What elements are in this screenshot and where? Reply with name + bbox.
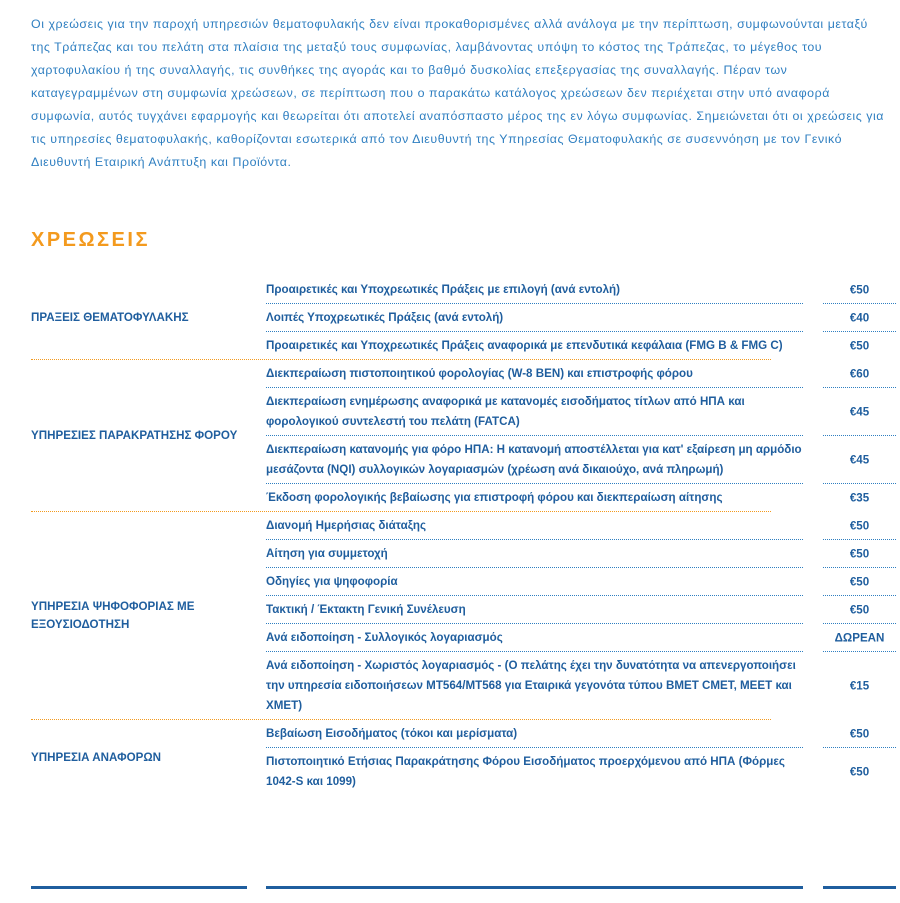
fee-row (0, 720, 900, 748)
fee-description: Ανά ειδοποίηση - Συλλογικός λογαριασμός (266, 624, 803, 652)
fees-table (0, 276, 900, 795)
fee-description: Οδηγίες για ψηφοφορία (266, 568, 803, 596)
fee-row (0, 436, 900, 484)
fee-row (0, 596, 900, 624)
fee-price: €15 (849, 679, 870, 692)
fee-section (0, 720, 900, 795)
fee-section (0, 512, 900, 719)
fee-description: Έκδοση φορολογικής βεβαίωσης για επιστροφή φόρου και διεκπεραίωση αίτησης (266, 491, 723, 504)
section-label: ΠΡΑΞΕΙΣ ΘΕΜΑΤΟΦΥΛΑΚΗΣ (31, 310, 189, 324)
fee-row (0, 540, 900, 568)
fee-price: ΔΩΡΕΑΝ (834, 631, 885, 645)
fee-description: Πιστοποιητικό Ετήσιας Παρακράτησης Φόρου Εισοδήματος προερχόμενου από ΗΠΑ (Φόρμες 1042-S και 1099) (266, 755, 785, 788)
fee-price: €50 (849, 519, 870, 533)
fee-price: €60 (849, 367, 870, 381)
fee-description: Διεκπεραίωση κατανομής για φόρο ΗΠΑ: Η κατανομή αποστέλλεται για κατ' εξαίρεση μη αρμόδιο μεσάζοντα (NQI) συλλογικών λογαριασμών (χρέωση ανά δικαιούχο, ανά πληρωμή) (266, 436, 803, 484)
fee-description: Τακτική / Έκτακτη Γενική Συνέλευση (266, 596, 803, 624)
bottom-bar-label (31, 886, 247, 889)
fee-description: Αίτηση για συμμετοχή (266, 540, 803, 568)
fee-price: €50 (849, 547, 870, 561)
fee-row (0, 332, 900, 359)
fee-price: €50 (849, 765, 870, 778)
fee-description: Διανομή Ημερήσιας διάταξης (266, 512, 803, 540)
bottom-bar-price (823, 886, 896, 889)
fee-description: Προαιρετικές και Υποχρεωτικές Πράξεις αναφορικά με επενδυτικά κεφάλαια (FMG B & FMG C) (266, 339, 783, 352)
fee-description: Διεκπεραίωση πιστοποιητικού φορολογίας (W-8 BEN) και επιστροφής φόρου (266, 360, 803, 388)
fee-row (0, 624, 900, 652)
fee-section (0, 360, 900, 511)
fee-price: €50 (849, 575, 870, 589)
fee-row (0, 276, 900, 304)
fee-price: €45 (849, 405, 870, 419)
fee-row (0, 512, 900, 540)
fee-row (0, 652, 900, 719)
bottom-bar-desc (266, 886, 803, 889)
bottom-rule (0, 886, 900, 889)
fee-price: €35 (849, 491, 870, 504)
fee-row (0, 360, 900, 388)
section-label: ΥΠΗΡΕΣΙΑ ΑΝΑΦΟΡΩΝ (31, 750, 162, 764)
fee-description: Ανά ειδοποίηση - Χωριστός λογαριασμός - (Ο πελάτης έχει την δυνατότητα να απενεργοποιήσει την υπηρεσία ειδοποιήσεων MT564/MT568 για Εταιρικά γεγονότα τύπου BMET CMET, MEET και XMET) (266, 659, 796, 712)
fee-section (0, 276, 900, 359)
fee-description: Προαιρετικές και Υποχρεωτικές Πράξεις με επιλογή (ανά εντολή) (266, 276, 803, 304)
fee-row (0, 388, 900, 436)
fee-row (0, 304, 900, 332)
fee-description: Διεκπεραίωση ενημέρωσης αναφορικά με κατανομές εισοδήματος τίτλων από ΗΠΑ και φορολογικού συντελεστή του πελάτη (FATCA) (266, 388, 803, 436)
charges-heading: ΧΡΕΩΣΕΙΣ (31, 229, 150, 251)
section-label: ΥΠΗΡΕΣΙΕΣ ΠΑΡΑΚΡΑΤΗΣΗΣ ΦΟΡΟΥ (31, 428, 238, 442)
fee-price: €50 (849, 727, 870, 741)
fee-row (0, 568, 900, 596)
fee-price: €50 (849, 339, 870, 352)
fee-price: €50 (849, 283, 870, 297)
fee-price: €40 (849, 311, 870, 325)
fee-row (0, 748, 900, 795)
fee-description: Λοιπές Υποχρεωτικές Πράξεις (ανά εντολή) (266, 304, 803, 332)
fee-row (0, 484, 900, 511)
section-label: ΥΠΗΡΕΣΙΑ ΨΗΦΟΦΟΡΙΑΣ ΜΕ ΕΞΟΥΣΙΟΔΟΤΗΣΗ (31, 599, 195, 631)
fee-price: €45 (849, 453, 870, 467)
fee-description: Βεβαίωση Εισοδήματος (τόκοι και μερίσματα) (266, 720, 803, 748)
fee-price: €50 (849, 603, 870, 617)
intro-paragraph: Οι χρεώσεις για την παροχή υπηρεσιών θεματοφυλακής δεν είναι προκαθορισμένες αλλά ανάλογα με την περίπτωση, συμφωνούνται μεταξύ της Τράπεζας και του πελάτη στα πλαίσια της μεταξύ τους συμφωνίας, λαμβάνοντας υπόψη το κόστος της Τράπεζας, το μέγεθος του χαρτοφυλακίου ή της συναλλαγής, τις συνθήκες της αγοράς και το βαθμό δυσκολίας επεξεργασίας της συναλλαγής. Πέραν των καταγεγραμμένων στη συμφωνία χρεώσεων, σε περίπτωση που ο παρακάτω κατάλογος χρεώσεων δεν περιέχεται στην υπό αναφορά συμφωνία, αυτός τυγχάνει εφαρμογής και θεωρείται ότι αποτελεί αναπόσπαστο μέρος της εν λόγω συμφωνίας. Σημειώνεται ότι οι χρεώσεις για τις υπηρεσίες θεματοφυλακής, καθορίζονται εσωτερικά από τον Διευθυντή της Υπηρεσίας Θεματοφυλακής σε συσεννόηση με τον Γενικό Διευθυντή Εταιρική Ανάπτυξη και Προϊόντα. (31, 17, 885, 169)
